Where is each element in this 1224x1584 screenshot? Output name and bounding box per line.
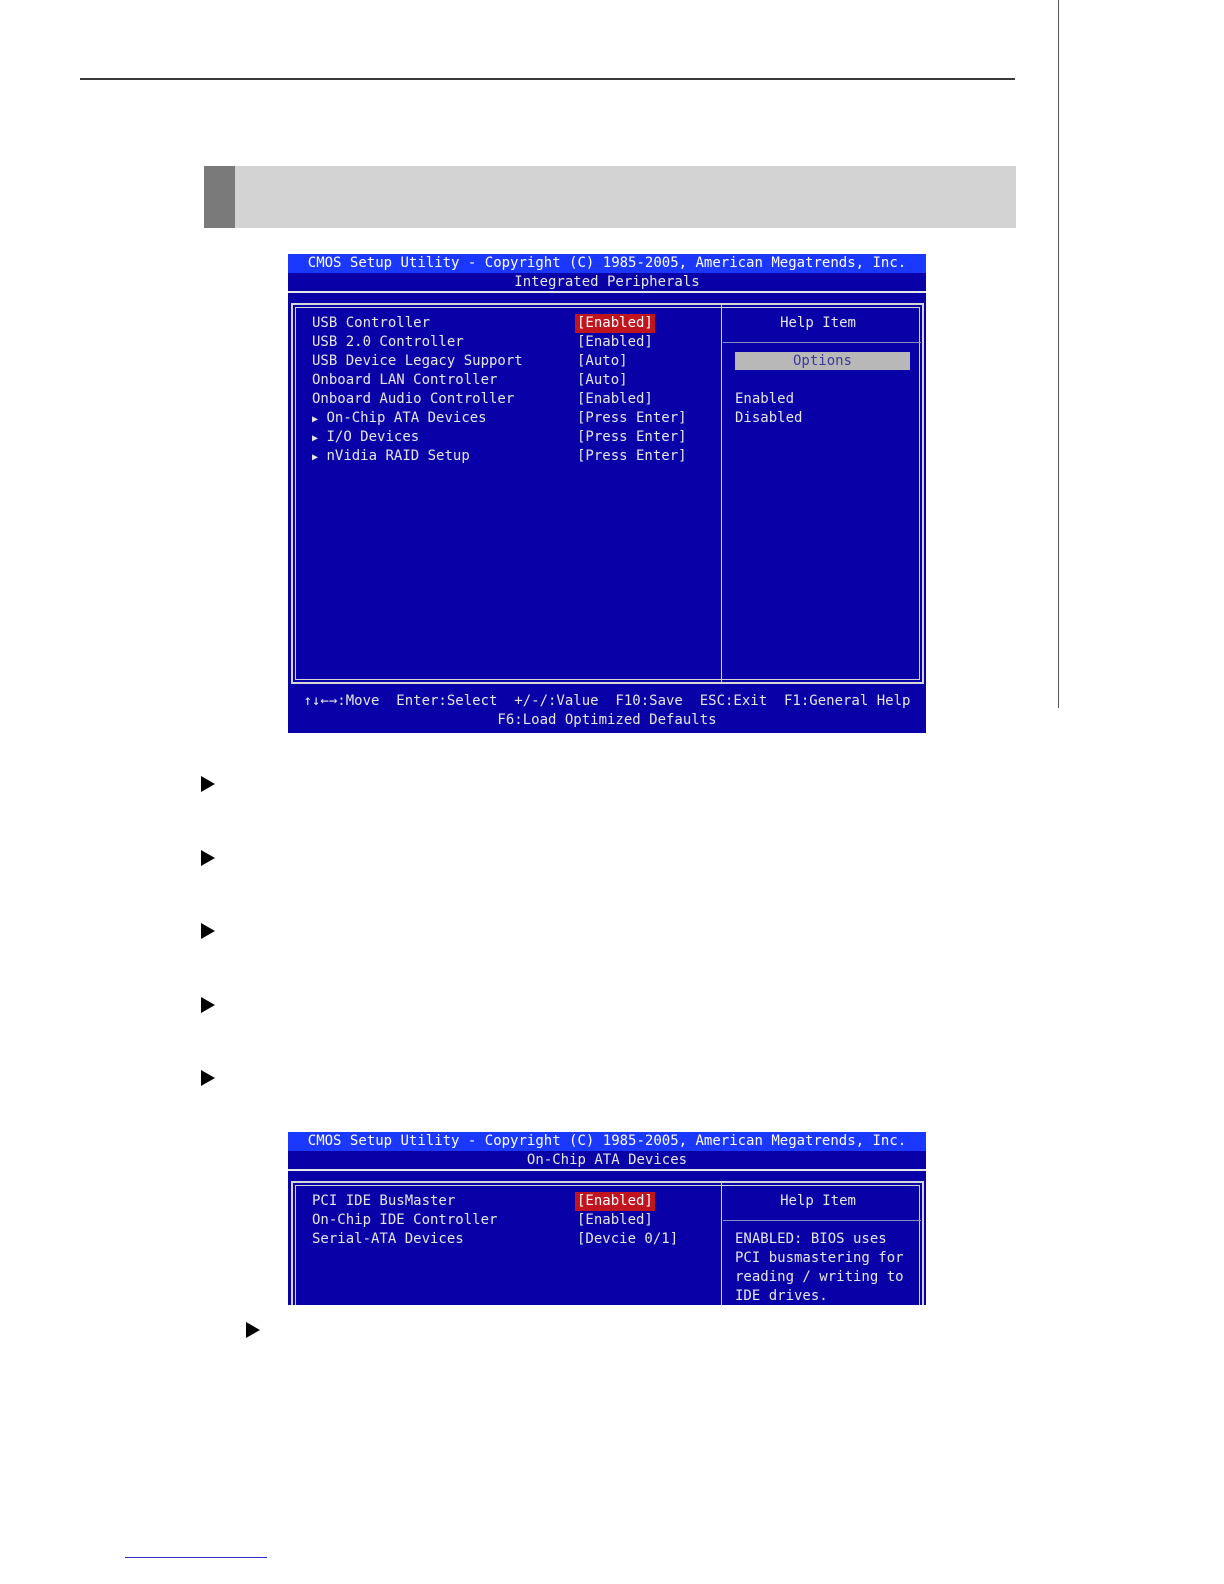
bios-value-nvidia-raid[interactable]: [Press Enter] [577, 448, 687, 464]
bios-item-serial-ata[interactable]: Serial-ATA Devices [312, 1231, 464, 1247]
help-item-title: Help Item [780, 1193, 856, 1209]
option-enabled[interactable]: Enabled [735, 391, 795, 407]
bios-value-pci-ide-busmaster[interactable]: [Enabled] [577, 1193, 653, 1209]
bios-panel-divider [721, 1183, 722, 1305]
top-rule [80, 78, 1015, 80]
bullet-arrow-icon [201, 850, 215, 866]
bios-value-usb-controller[interactable]: [Enabled] [577, 315, 653, 331]
bios-subtitle: Integrated Peripherals [288, 273, 926, 293]
bullet-arrow-icon [246, 1322, 260, 1338]
bullet-arrow-icon [201, 776, 215, 792]
bullet-arrow-icon [201, 923, 215, 939]
bios-item-onchip-ide[interactable]: On-Chip IDE Controller [312, 1212, 498, 1228]
bios-item-pci-ide-busmaster[interactable]: PCI IDE BusMaster [312, 1193, 456, 1209]
help-divider [723, 1220, 921, 1221]
bios-panel-divider [721, 305, 722, 682]
bios-value-io-devices[interactable]: [Press Enter] [577, 429, 687, 445]
bios-item-usb-controller[interactable]: USB Controller [312, 315, 431, 331]
bullet-arrow-icon [201, 1070, 215, 1086]
bios-value-onboard-lan[interactable]: [Auto] [577, 372, 628, 388]
submenu-arrow-icon: ▶ [312, 452, 319, 463]
bios-value-serial-ata[interactable]: [Devcie 0/1] [577, 1231, 679, 1247]
help-text-line: PCI busmastering for [735, 1250, 904, 1266]
submenu-arrow-icon: ▶ [312, 433, 319, 444]
bios-value-onchip-ata[interactable]: [Press Enter] [577, 410, 687, 426]
bios-item-usb-legacy[interactable]: USB Device Legacy Support [312, 353, 523, 369]
options-bar: Options [735, 352, 910, 370]
bios-item-onboard-lan[interactable]: Onboard LAN Controller [312, 372, 498, 388]
submenu-arrow-icon: ▶ [312, 414, 319, 425]
help-divider [723, 342, 921, 343]
help-text-line: ENABLED: BIOS uses [735, 1231, 887, 1247]
bios-item-usb2-controller[interactable]: USB 2.0 Controller [312, 334, 464, 350]
bios-title: CMOS Setup Utility - Copyright (C) 1985-2005, American Megatrends, Inc. [288, 1132, 926, 1151]
bios-onchip-ata-screen [288, 1132, 926, 1305]
bios-title: CMOS Setup Utility - Copyright (C) 1985-2005, American Megatrends, Inc. [288, 254, 926, 273]
bios-item-nvidia-raid[interactable]: ▶ nVidia RAID Setup [312, 448, 470, 464]
bios-integrated-peripherals-screen [288, 254, 926, 733]
bios-value-onboard-audio[interactable]: [Enabled] [577, 391, 653, 407]
bullet-arrow-icon [201, 997, 215, 1013]
help-text-line: reading / writing to [735, 1269, 904, 1285]
bios-item-io-devices[interactable]: ▶ I/O Devices [312, 429, 420, 445]
bios-value-onchip-ide[interactable]: [Enabled] [577, 1212, 653, 1228]
bios-item-onchip-ata[interactable]: ▶ On-Chip ATA Devices [312, 410, 487, 426]
section-header-tab [204, 166, 235, 228]
footer-link-underline [125, 1557, 267, 1558]
bios-subtitle: On-Chip ATA Devices [288, 1151, 926, 1171]
bios-value-usb-legacy[interactable]: [Auto] [577, 353, 628, 369]
option-disabled[interactable]: Disabled [735, 410, 803, 426]
bios-value-usb2-controller[interactable]: [Enabled] [577, 334, 653, 350]
bios-footer-defaults: F6:Load Optimized Defaults [497, 712, 717, 728]
help-text-line: IDE drives. [735, 1288, 828, 1304]
section-header-band [204, 166, 1016, 228]
help-item-title: Help Item [780, 315, 856, 331]
bios-item-onboard-audio[interactable]: Onboard Audio Controller [312, 391, 515, 407]
bios-footer-keys: ↑↓←→:Move Enter:Select +/-/:Value F10:Save ESC:Exit F1:General Help [303, 693, 911, 709]
side-rule [1058, 0, 1059, 708]
